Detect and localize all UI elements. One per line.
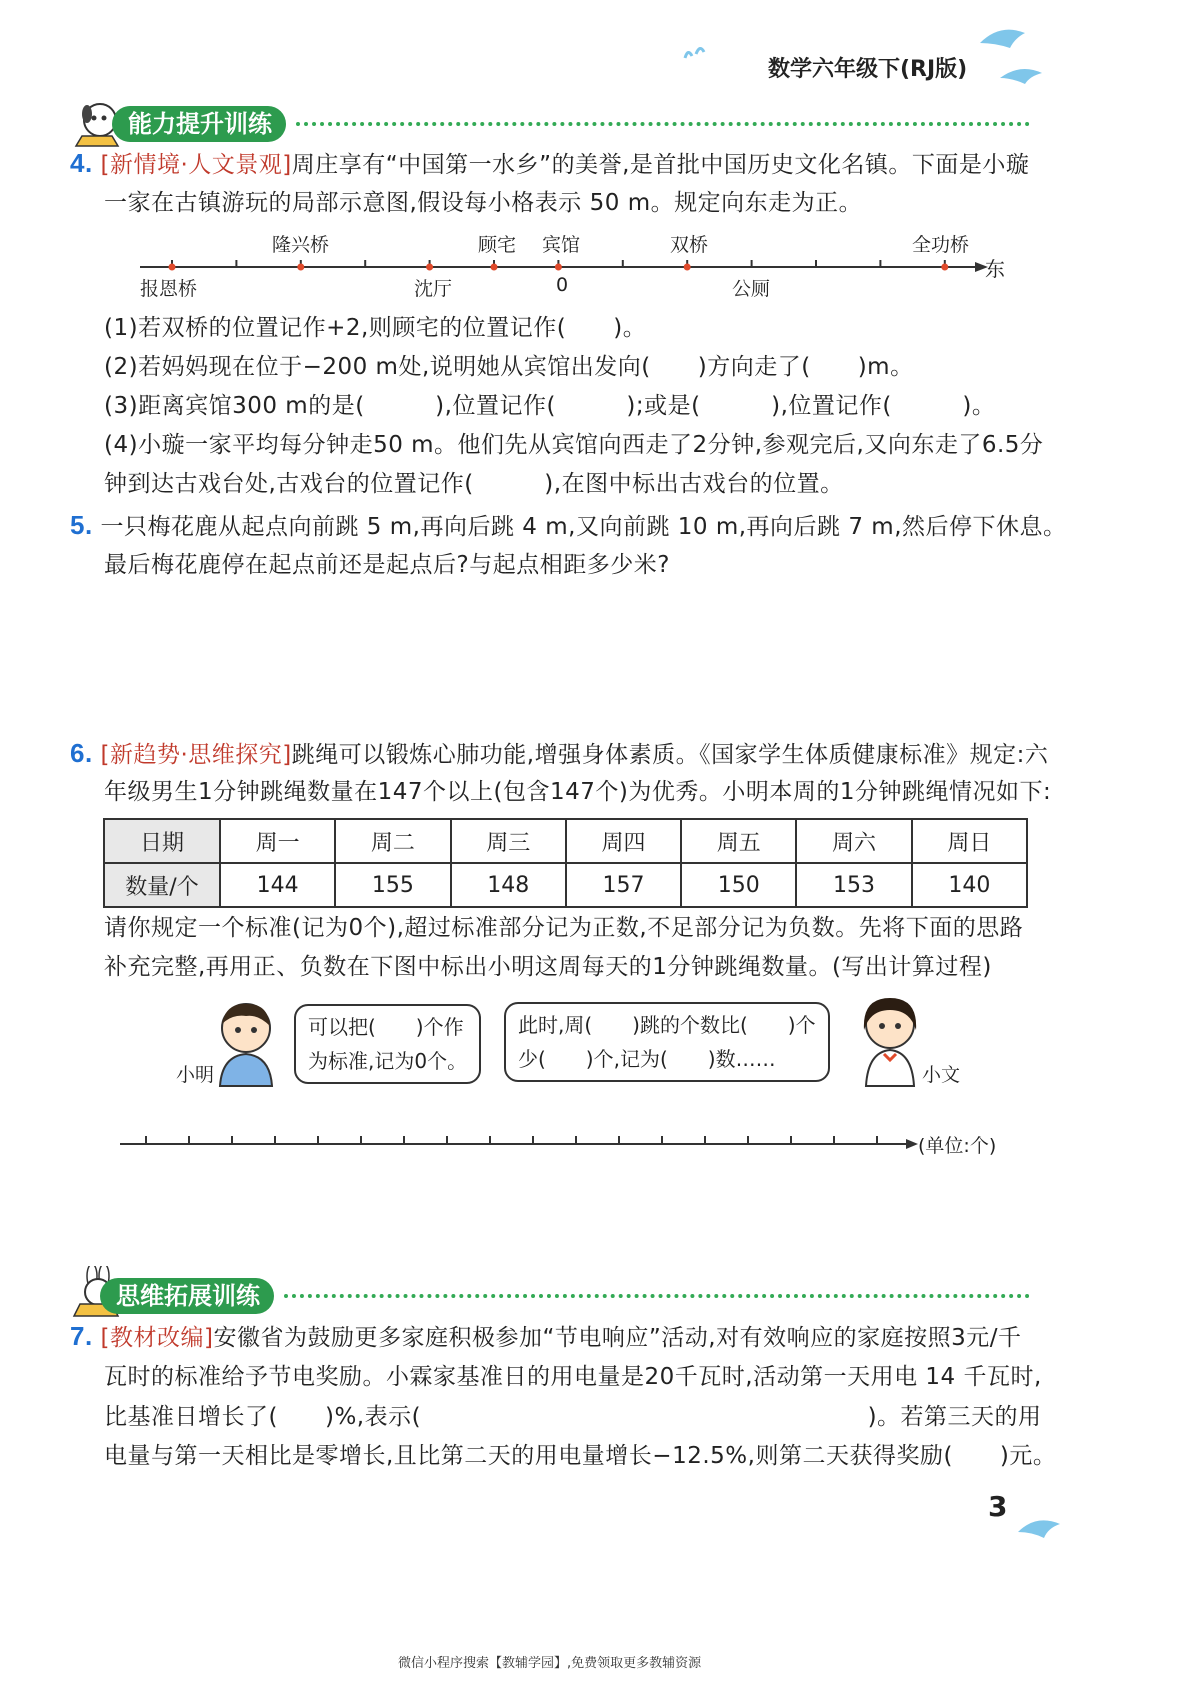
table-count: 148 [451,863,566,907]
location-dot [491,264,498,271]
location-dot [684,264,691,271]
question-text: 跳绳可以锻炼心肺功能,增强身体素质。《国家学生体质健康标准》规定:六 [291,742,1049,768]
question-tag: [新趋势·思维探究] [100,742,292,768]
bubble-text: 可以把( )个作 [308,1015,464,1039]
question-text: 安徽省为鼓励更多家庭积极参加“节电响应”活动,对有效响应的家庭按照3元/千 [213,1325,1022,1351]
table-count: 144 [220,863,335,907]
speech-bubble-left [294,1004,481,1084]
table-day: 周一 [220,819,335,863]
location-dot [426,264,433,271]
label-longxing-bridge: 隆兴桥 [272,234,330,256]
question-4-sub3: (3)距离宾馆300 m的是( ),位置记作( );或是( ),位置记作( )。 [104,393,996,419]
label-gu-house: 顾宅 [478,234,517,256]
table-count: 140 [912,863,1027,907]
boy-name-label: 小明 [176,1064,215,1086]
label-double-bridge: 双桥 [670,234,709,256]
table-count: 155 [335,863,450,907]
question-4-line2: 一家在古镇游玩的局部示意图,假设每小格表示 50 m。规定向东走为正。 [104,190,863,216]
bubble-text: 少( )个,记为( )数…… [518,1047,776,1071]
question-7-line4: 电量与第一天相比是零增长,且比第二天的用电量增长−12.5%,则第二天获得奖励( )元。 [104,1443,1057,1469]
table-day: 周四 [566,819,681,863]
boy-character-icon [206,996,286,1088]
question-6-line2: 年级男生1分钟跳绳数量在147个以上(包含147个)为优秀。小明本周的1分钟跳绳情况如下: [104,779,1052,805]
question-6-line3: 请你规定一个标准(记为0个),超过标准部分记为正数,不足部分记为负数。先将下面的思路 [104,915,1024,941]
girl-character-icon [852,990,928,1088]
label-baoen-bridge: 报恩桥 [140,278,198,300]
table-day: 周日 [912,819,1027,863]
question-5-line1 [70,505,1067,547]
table-count: 157 [566,863,681,907]
page-number: 3 [988,1490,1008,1523]
question-4-sub4a: (4)小璇一家平均每分钟走50 m。他们先从宾馆向西走了2分钟,参观完后,又向东走了6.5分 [104,432,1044,458]
bubble-text: 为标准,记为0个。 [308,1049,468,1073]
location-dot [169,264,176,271]
page-header-title: 数学六年级下(RJ版) [768,57,968,82]
question-7-line1 [70,1316,1021,1358]
table-day: 周五 [681,819,796,863]
table-day: 周六 [796,819,911,863]
question-text: 周庄享有“中国第一水乡”的美誉,是首批中国历史文化名镇。下面是小璇 [291,152,1030,178]
table-row [104,863,1027,907]
table-day: 周二 [335,819,450,863]
table-day: 周三 [451,819,566,863]
girl-name-label: 小文 [922,1064,961,1086]
splash-icon [680,40,710,64]
question-tag: [教材改编] [100,1325,214,1351]
axis-east-label: 东 [985,257,1005,281]
section-divider [284,1294,1030,1298]
question-6-line4: 补充完整,再用正、负数在下图中标出小明这周每天的1分钟跳绳数量。(写出计算过程) [104,954,992,980]
section-title-extension: 思维拓展训练 [100,1278,274,1314]
question-number: 7. [70,1321,93,1351]
table-row [104,819,1027,863]
jump-rope-number-line [118,1128,918,1158]
question-number: 5. [70,510,93,540]
location-dot [941,264,948,271]
question-text: 一只梅花鹿从起点向前跳 5 m,再向后跳 4 m,又向前跳 10 m,再向后跳 7 m,然后停下休息。 [100,514,1067,540]
question-4-sub1: (1)若双桥的位置记作+2,则顾宅的位置记作( )。 [104,315,647,341]
question-number: 6. [70,738,93,768]
bubble-text: 此时,周( )跳的个数比( )个 [518,1013,816,1037]
question-4-line1 [70,143,1029,185]
table-count: 153 [796,863,911,907]
table-head-count: 数量/个 [104,863,220,907]
section-title-ability: 能力提升训练 [112,106,286,142]
dolphin-icon [970,18,1050,88]
label-quangong-bridge: 全功桥 [912,234,970,256]
question-4-sub2: (2)若妈妈现在位于−200 m处,说明她从宾馆出发向( )方向走了( )m。 [104,354,914,380]
location-dot [555,264,562,271]
question-number: 4. [70,148,93,178]
label-zero: 0 [556,274,569,296]
footer-note: 微信小程序搜索【教辅学园】,免费领取更多教辅资源 [398,1656,702,1671]
question-7-line2: 瓦时的标准给予节电奖励。小霖家基准日的用电量是20千瓦时,活动第一天用电 14 千瓦时, [104,1364,1042,1390]
question-5-line2: 最后梅花鹿停在起点前还是起点后?与起点相距多少米? [104,552,670,578]
label-toilet: 公厕 [732,278,771,300]
question-tag: [新情境·人文景观] [100,152,292,178]
label-shen-hall: 沈厅 [414,278,453,300]
dolphin-icon [1014,1510,1064,1540]
question-4-sub4b: 钟到达古戏台处,古戏台的位置记作( ),在图中标出古戏台的位置。 [104,471,844,497]
question-7-line3: 比基准日增长了( )%,表示( )。若第三天的用 [104,1404,1042,1430]
table-count: 150 [681,863,796,907]
label-hotel: 宾馆 [542,234,581,256]
table-head-date: 日期 [104,819,220,863]
section-divider [296,122,1030,126]
location-dot [297,264,304,271]
jump-rope-table [103,818,1028,908]
question-6-line1 [70,733,1048,775]
speech-bubble-right [504,1002,830,1082]
number-line-unit: (单位:个) [918,1135,997,1157]
